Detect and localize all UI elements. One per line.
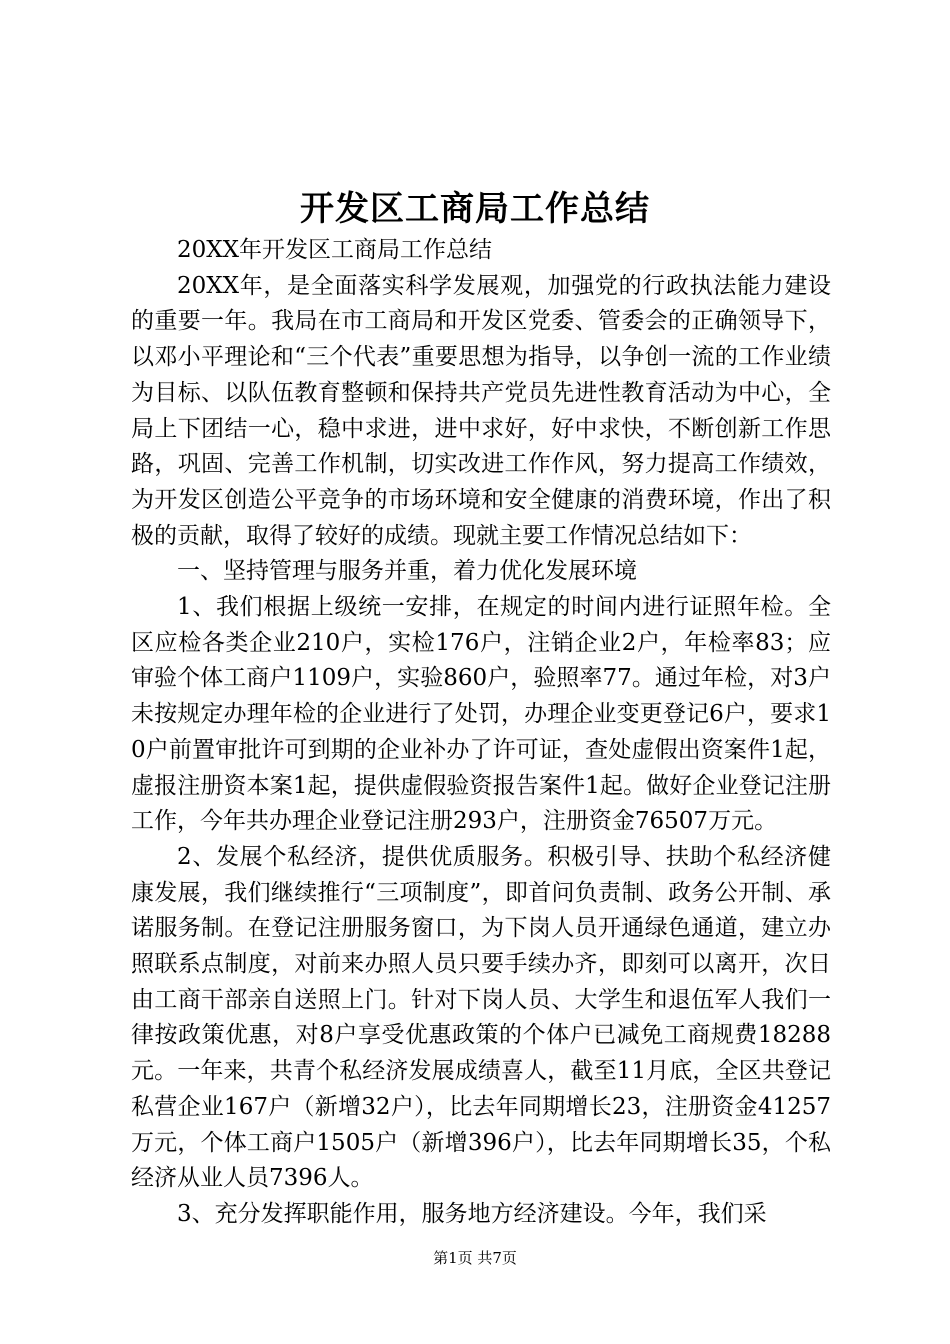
document-body: [131, 233, 831, 1233]
page-footer: 第1页 共7页: [433, 1249, 517, 1267]
paragraph-item-1: 1、我们根据上级统一安排，在规定的时间内进行证照年检。全区应检各类企业210户，实检176户，注销企业2户，年检率83；应审验个体工商户1109户，实验860户，验照率77。通过年检，对3户未按规定办理年检的企业进行了处罚，办理企业变更登记6户，要求10户前置审批许可到期的企业补办了许可证，查处虚假出资案件1起，虚报注册资本案1起，提供虚假验资报告案件1起。做好企业登记注册工作，今年共办理企业登记注册293户，注册资金76507万元。: [131, 594, 831, 835]
paragraph-item-3: 3、充分发挥职能作用，服务地方经济建设。今年，我们采: [177, 1200, 767, 1227]
section-heading-1: 一、坚持管理与服务并重，着力优化发展环境: [177, 558, 637, 585]
paragraph-item-2: 2、发展个私经济，提供优质服务。积极引导、扶助个私经济健康发展，我们继续推行“三项制度”，即首问负责制、政务公开制、承诺服务制。在登记注册服务窗口，为下岗人员开通绿色通道，建立办照联系点制度，对前来办照人员只要手续办齐，即刻可以离开，次日由工商干部亲自送照上门。针对下岗人员、大学生和退伍军人我们一律按政策优惠，对8户享受优惠政策的个体户已减免工商规费18288元。一年来，共青个私经济发展成绩喜人，截至11月底，全区共登记私营企业167户（新增32户），比去年同期增长23，注册资金41257万元，个体工商户1505户（新增396户），比去年同期增长35，个私经济从业人员7396人。: [131, 843, 831, 1192]
paragraph-intro: 20XX年，是全面落实科学发展观，加强党的行政执法能力建设的重要一年。我局在市工商局和开发区党委、管委会的正确领导下，以邓小平理论和“三个代表”重要思想为指导，以争创一流的工作业绩为目标、以队伍教育整顿和保持共产党员先进性教育活动为中心，全局上下团结一心，稳中求进，进中求好，好中求快，不断创新工作思路，巩固、完善工作机制，切实改进工作作风，努力提高工作绩效，为开发区创造公平竞争的市场环境和安全健康的消费环境，作出了积极的贡献，取得了较好的成绩。现就主要工作情况总结如下：: [131, 272, 831, 549]
paragraph-subtitle: 20XX年开发区工商局工作总结: [177, 237, 493, 263]
document-title: 开发区工商局工作总结: [300, 189, 650, 229]
